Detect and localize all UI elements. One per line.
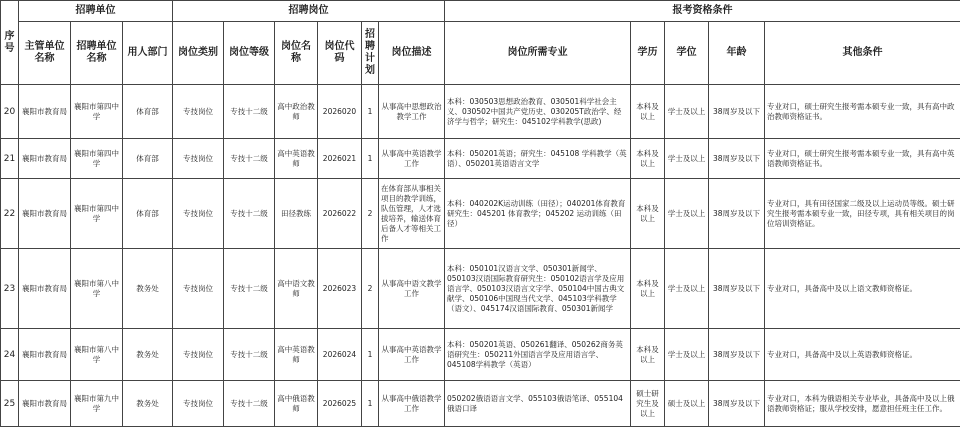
cell-degree: 学士及以上 xyxy=(665,249,709,329)
cell-type: 专技岗位 xyxy=(173,139,224,179)
cell-level: 专技十二级 xyxy=(224,179,275,249)
cell-supervisor: 襄阳市教育局 xyxy=(19,179,71,249)
cell-major: 本科：050101汉语言文学、050301新闻学、050103汉语国际教育研究生：050102语言学及应用语言学、050103汉语言文字学、050104中国古典文献学、050106中国现当代文学、045103学科教学（语文）、045174汉语国际教育、050301新闻学 xyxy=(445,249,631,329)
cell-edu: 本科及以上 xyxy=(631,179,665,249)
cell-major: 本科：030503思想政治教育、030501科学社会主义、030502中国共产党历史、030205T政治学、经济学与哲学；研究生：045102学科教学(思政) xyxy=(445,85,631,139)
cell-desc: 从事高中英语教学工作 xyxy=(379,139,445,179)
cell-edu: 硕士研究生及以上 xyxy=(631,381,665,427)
cell-degree: 学士及以上 xyxy=(665,179,709,249)
cell-unit: 襄阳市第四中学 xyxy=(71,139,123,179)
table-row xyxy=(1,329,960,381)
cell-desc: 从事高中思想政治教学工作 xyxy=(379,85,445,139)
cell-seq: 23 xyxy=(1,249,19,329)
cell-plan: 1 xyxy=(362,85,379,139)
cell-degree: 学士及以上 xyxy=(665,85,709,139)
cell-dept: 体育部 xyxy=(123,179,173,249)
cell-desc: 在体育部从事相关项目的教学训练，队伍管理，人才选拔培养，输送体育后备人才等相关工作 xyxy=(379,179,445,249)
cell-name: 高中俄语教师 xyxy=(275,381,318,427)
cell-desc: 从事高中英语教学工作 xyxy=(379,329,445,381)
cell-dept: 教务处 xyxy=(123,381,173,427)
cell-supervisor: 襄阳市教育局 xyxy=(19,85,71,139)
cell-type: 专技岗位 xyxy=(173,249,224,329)
header-degree: 学位 xyxy=(665,22,709,85)
cell-seq: 24 xyxy=(1,329,19,381)
table-row xyxy=(1,85,960,139)
cell-level: 专技十二级 xyxy=(224,329,275,381)
table-row xyxy=(1,139,960,179)
cell-type: 专技岗位 xyxy=(173,179,224,249)
cell-major: 050202俄语语言文学、055103俄语笔译、055104俄语口译 xyxy=(445,381,631,427)
cell-code: 2026020 xyxy=(318,85,362,139)
cell-supervisor: 襄阳市教育局 xyxy=(19,381,71,427)
table-row xyxy=(1,179,960,249)
cell-seq: 25 xyxy=(1,381,19,427)
cell-name: 高中英语教师 xyxy=(275,139,318,179)
cell-other: 专业对口，硕士研究生报考需本硕专业一致，具有高中英语教师资格证书。 xyxy=(765,139,960,179)
cell-supervisor: 襄阳市教育局 xyxy=(19,139,71,179)
cell-other: 专业对口，具备高中及以上语文教师资格证。 xyxy=(765,249,960,329)
cell-desc: 从事高中俄语教学工作 xyxy=(379,381,445,427)
header-group-qualification: 报考资格条件 xyxy=(445,1,960,22)
cell-plan: 2 xyxy=(362,179,379,249)
header-group-unit: 招聘单位 xyxy=(19,1,173,22)
cell-seq: 20 xyxy=(1,85,19,139)
cell-unit: 襄阳市第四中学 xyxy=(71,85,123,139)
cell-degree: 学士及以上 xyxy=(665,329,709,381)
cell-major: 本科：050201英语、050261翻译、050262商务英语研究生：050211外国语言学及应用语言学、045108学科教学（英语） xyxy=(445,329,631,381)
cell-other: 专业对口，硕士研究生报考需本硕专业一致，具有高中政治教师资格证书。 xyxy=(765,85,960,139)
cell-plan: 1 xyxy=(362,329,379,381)
cell-dept: 教务处 xyxy=(123,249,173,329)
cell-level: 专技十二级 xyxy=(224,249,275,329)
cell-plan: 1 xyxy=(362,381,379,427)
cell-other: 专业对口，具备高中及以上英语教师资格证。 xyxy=(765,329,960,381)
cell-age: 38周岁及以下 xyxy=(709,249,765,329)
cell-edu: 本科及以上 xyxy=(631,249,665,329)
cell-type: 专技岗位 xyxy=(173,381,224,427)
header-group-post: 招聘岗位 xyxy=(173,1,445,22)
cell-name: 田径教练 xyxy=(275,179,318,249)
cell-edu: 本科及以上 xyxy=(631,139,665,179)
cell-code: 2026021 xyxy=(318,139,362,179)
cell-supervisor: 襄阳市教育局 xyxy=(19,249,71,329)
cell-other: 专业对口，本科为俄语相关专业毕业，具备高中及以上俄语教师资格证；服从学校安排，愿意担任班主任工作。 xyxy=(765,381,960,427)
header-post-level: 岗位等级 xyxy=(224,22,275,85)
cell-edu: 本科及以上 xyxy=(631,85,665,139)
cell-plan: 2 xyxy=(362,249,379,329)
cell-level: 专技十二级 xyxy=(224,381,275,427)
cell-unit: 襄阳市第九中学 xyxy=(71,381,123,427)
cell-code: 2026023 xyxy=(318,249,362,329)
table-row xyxy=(1,381,960,427)
table-row xyxy=(1,249,960,329)
cell-name: 高中英语教师 xyxy=(275,329,318,381)
header-post-code: 岗位代码 xyxy=(318,22,362,85)
cell-code: 2026022 xyxy=(318,179,362,249)
header-age: 年龄 xyxy=(709,22,765,85)
cell-age: 38周岁及以下 xyxy=(709,329,765,381)
cell-unit: 襄阳市第四中学 xyxy=(71,179,123,249)
cell-level: 专技十二级 xyxy=(224,139,275,179)
header-major: 岗位所需专业 xyxy=(445,22,631,85)
header-supervisor: 主管单位名称 xyxy=(19,22,71,85)
cell-dept: 体育部 xyxy=(123,139,173,179)
cell-name: 高中政治教师 xyxy=(275,85,318,139)
cell-seq: 22 xyxy=(1,179,19,249)
cell-edu: 本科及以上 xyxy=(631,329,665,381)
header-plan: 招聘计划 xyxy=(362,22,379,85)
cell-age: 38周岁及以下 xyxy=(709,179,765,249)
cell-type: 专技岗位 xyxy=(173,329,224,381)
header-seq: 序号 xyxy=(1,1,19,85)
header-education: 学历 xyxy=(631,22,665,85)
cell-seq: 21 xyxy=(1,139,19,179)
header-post-type: 岗位类别 xyxy=(173,22,224,85)
cell-unit: 襄阳市第八中学 xyxy=(71,249,123,329)
cell-name: 高中语文教师 xyxy=(275,249,318,329)
cell-code: 2026025 xyxy=(318,381,362,427)
cell-age: 38周岁及以下 xyxy=(709,381,765,427)
cell-dept: 教务处 xyxy=(123,329,173,381)
header-post-name: 岗位名称 xyxy=(275,22,318,85)
cell-degree: 学士及以上 xyxy=(665,139,709,179)
cell-age: 38周岁及以下 xyxy=(709,139,765,179)
cell-unit: 襄阳市第八中学 xyxy=(71,329,123,381)
header-unit-name: 招聘单位名称 xyxy=(71,22,123,85)
header-other: 其他条件 xyxy=(765,22,960,85)
cell-degree: 硕士及以上 xyxy=(665,381,709,427)
cell-supervisor: 襄阳市教育局 xyxy=(19,329,71,381)
header-department: 用人部门 xyxy=(123,22,173,85)
cell-plan: 1 xyxy=(362,139,379,179)
cell-other: 专业对口，具有田径国家二级及以上运动员等级。硕士研究生报考需本硕专业一致，田径专项，具有相关项目的岗位培训资格证。 xyxy=(765,179,960,249)
cell-desc: 从事高中语文教学工作 xyxy=(379,249,445,329)
header-post-desc: 岗位描述 xyxy=(379,22,445,85)
cell-code: 2026024 xyxy=(318,329,362,381)
cell-dept: 体育部 xyxy=(123,85,173,139)
cell-major: 本科：050201英语；研究生：045108 学科教学（英语）、050201英语语言文学 xyxy=(445,139,631,179)
cell-type: 专技岗位 xyxy=(173,85,224,139)
cell-level: 专技十二级 xyxy=(224,85,275,139)
cell-age: 38周岁及以下 xyxy=(709,85,765,139)
cell-major: 本科：040202K运动训练（田径）；040201体育教育研究生：045201 体育教学；045202 运动训练（田径） xyxy=(445,179,631,249)
